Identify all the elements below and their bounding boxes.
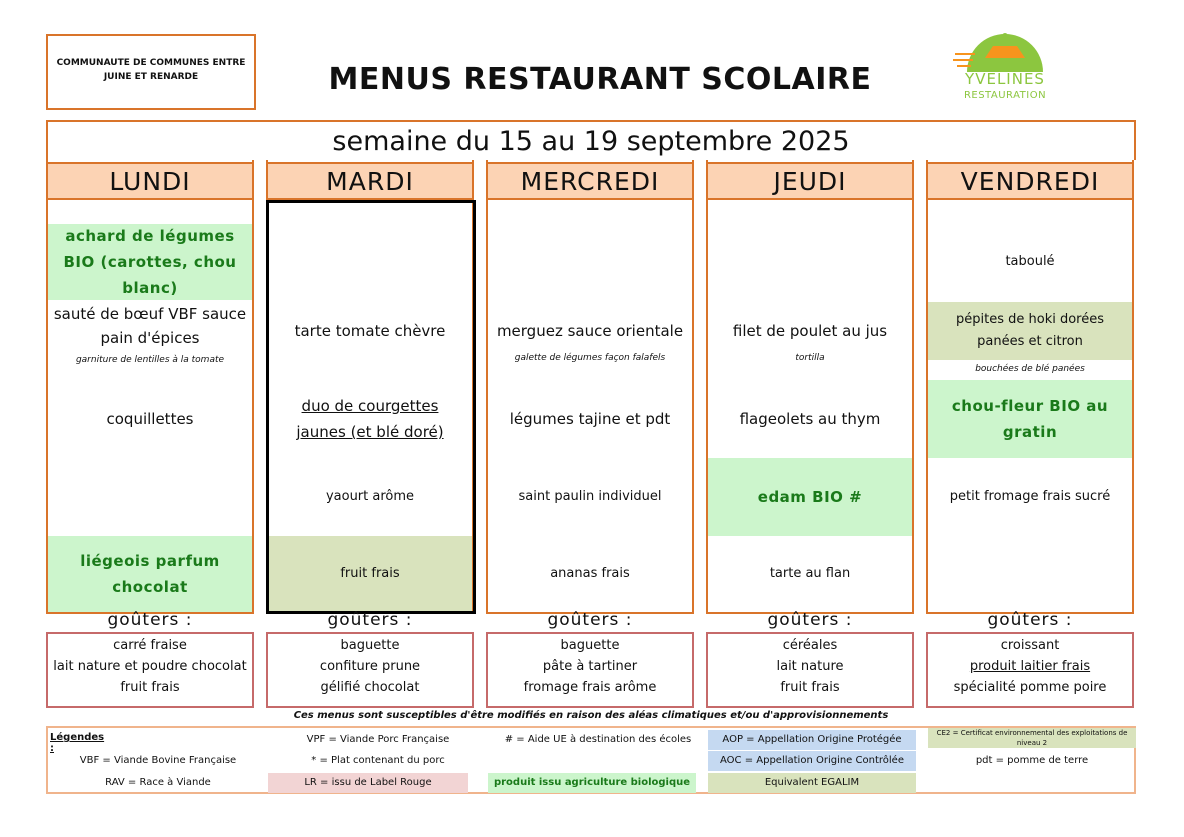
accompagnement-text: flageolets au thym [739,410,881,428]
gouter-item: fruit frais [120,680,180,695]
menu-entree [928,224,1132,300]
laitage-text: saint paulin individuel [518,489,662,504]
legend-egalim: Equivalent EGALIM [708,773,916,793]
entree-text: achard de légumes BIO (carottes, chou blanc) [63,227,237,297]
accompagnement-text: chou-fleur BIO au gratin [951,397,1109,441]
legend-lr: LR = issu de Label Rouge [268,773,468,793]
gouter-item: spécialité pomme poire [953,680,1107,695]
legend-aop: AOP = Appellation Origine Protégée [708,730,916,750]
plat-text: merguez sauce orientale [496,322,684,340]
gouter-item: croissant [1000,638,1060,653]
gouter-item: produit laitier frais [969,659,1091,674]
day-header: MERCREDI [488,162,692,200]
dessert-text: fruit frais [340,566,400,581]
gouter-item: fruit frais [780,680,840,695]
legend-vbf: VBF = Viande Bovine Française [79,755,237,766]
laitage-text: petit fromage frais sucré [949,489,1111,504]
gouter-item: baguette [560,638,620,653]
plat-text: pépites de hoki dorées panées et citron [956,312,1104,349]
dessert-text: tarte au flan [769,566,851,581]
plat-text: filet de poulet au jus [732,322,888,340]
gouter-item: fromage frais arôme [523,680,657,695]
menu-accompagnement [48,380,252,458]
plat-alt-text: galette de légumes façon falafels [514,353,666,363]
plat-alt-text: tortilla [795,353,825,363]
dessert-text: liégeois parfum chocolat [80,552,220,596]
yvelines-restauration-logo [945,28,1065,108]
gouter-item: carré fraise [113,638,187,653]
gouter-title-mardi: goûters : [327,610,413,630]
plat-alt-text: bouchées de blé panées [975,364,1085,374]
gouter-title-lundi: goûters : [107,610,193,630]
menu-plat [48,300,252,380]
day-column-vendredi [926,160,1134,614]
dessert-text: ananas frais [550,566,630,581]
menu-laitage [708,458,912,536]
day-header: VENDREDI [928,162,1132,200]
day-header: LUNDI [48,162,252,200]
community-name-box [46,34,256,110]
menu-entree [48,224,252,300]
menu-laitage [48,458,252,536]
laitage-text: yaourt arôme [325,489,415,504]
menu-plat [488,300,692,380]
day-column-jeudi [706,160,914,614]
gouter-box-mardi [266,632,474,708]
accompagnement-text: duo de courgettes jaunes (et blé doré) [296,397,444,441]
legend-rav: RAV = Race à Viande [105,777,211,788]
menu-accompagnement [708,380,912,458]
logo-icon [945,28,1065,74]
logo-text-restauration: RESTAURATION [963,90,1047,101]
day-header: JEUDI [708,162,912,200]
page-title: MENUS RESTAURANT SCOLAIRE [328,62,872,97]
gouter-title-vendredi: goûters : [987,610,1073,630]
menu-plat [928,302,1132,360]
disclaimer: Ces menus sont susceptibles d'être modifiés en raison des aléas climatiques et/ou d'approvisionnements [293,710,889,721]
entree-text: taboulé [1005,254,1055,269]
menu-plat-alt [928,360,1132,378]
gouter-item: confiture prune [319,659,421,674]
plat-text: tarte tomate chèvre [294,322,446,340]
legend-aide: # = Aide UE à destination des écoles [504,734,692,745]
day-column-lundi [46,160,254,614]
legend-vpf: VPF = Viande Porc Française [306,734,450,745]
logo-text-yvelines: YVELINES [965,70,1045,88]
legend-aoc: AOC = Appellation Origine Contrôlée [708,751,916,771]
highlight-frame [266,200,476,614]
gouter-item: baguette [340,638,400,653]
gouter-box-mercredi [486,632,694,708]
gouter-box-jeudi [706,632,914,708]
plat-text: sauté de bœuf VBF sauce pain d'épices [53,305,247,347]
legend-porc: * = Plat contenant du porc [311,755,445,766]
laitage-text: edam BIO # [757,488,863,506]
menu-accompagnement [928,380,1132,458]
gouter-item: lait nature [776,659,844,674]
gouter-box-lundi [46,632,254,708]
menu-dessert [488,536,692,612]
menu-plat [708,300,912,380]
gouter-item: lait nature et poudre chocolat [53,659,247,674]
legend-box [46,726,1136,794]
accompagnement-text: coquillettes [106,410,194,428]
menu-accompagnement [488,380,692,458]
legend-pdt: pdt = pomme de terre [975,755,1089,766]
gouter-title-jeudi: goûters : [767,610,853,630]
menu-laitage [928,458,1132,536]
gouter-item: gélifié chocolat [320,680,420,695]
week-label: semaine du 15 au 19 septembre 2025 [46,120,1136,160]
accompagnement-text: légumes tajine et pdt [509,410,671,428]
gouter-title-mercredi: goûters : [547,610,633,630]
community-name: COMMUNAUTE DE COMMUNES ENTRE JUINE ET RENARDE [56,58,246,82]
legend-title: Légendes : [50,732,105,754]
menu-laitage [488,458,692,536]
menu-dessert [48,536,252,612]
menu-dessert [708,536,912,612]
legend-ce2: CE2 = Certificat environnemental des exploitations de niveau 2 [928,728,1136,748]
day-header: MARDI [268,162,472,200]
plat-alt-text: garniture de lentilles à la tomate [75,355,225,365]
gouter-item: céréales [782,638,838,653]
gouter-item: pâte à tartiner [542,659,638,674]
legend-bio: produit issu agriculture biologique [488,773,696,793]
gouter-box-vendredi [926,632,1134,708]
day-column-mercredi [486,160,694,614]
